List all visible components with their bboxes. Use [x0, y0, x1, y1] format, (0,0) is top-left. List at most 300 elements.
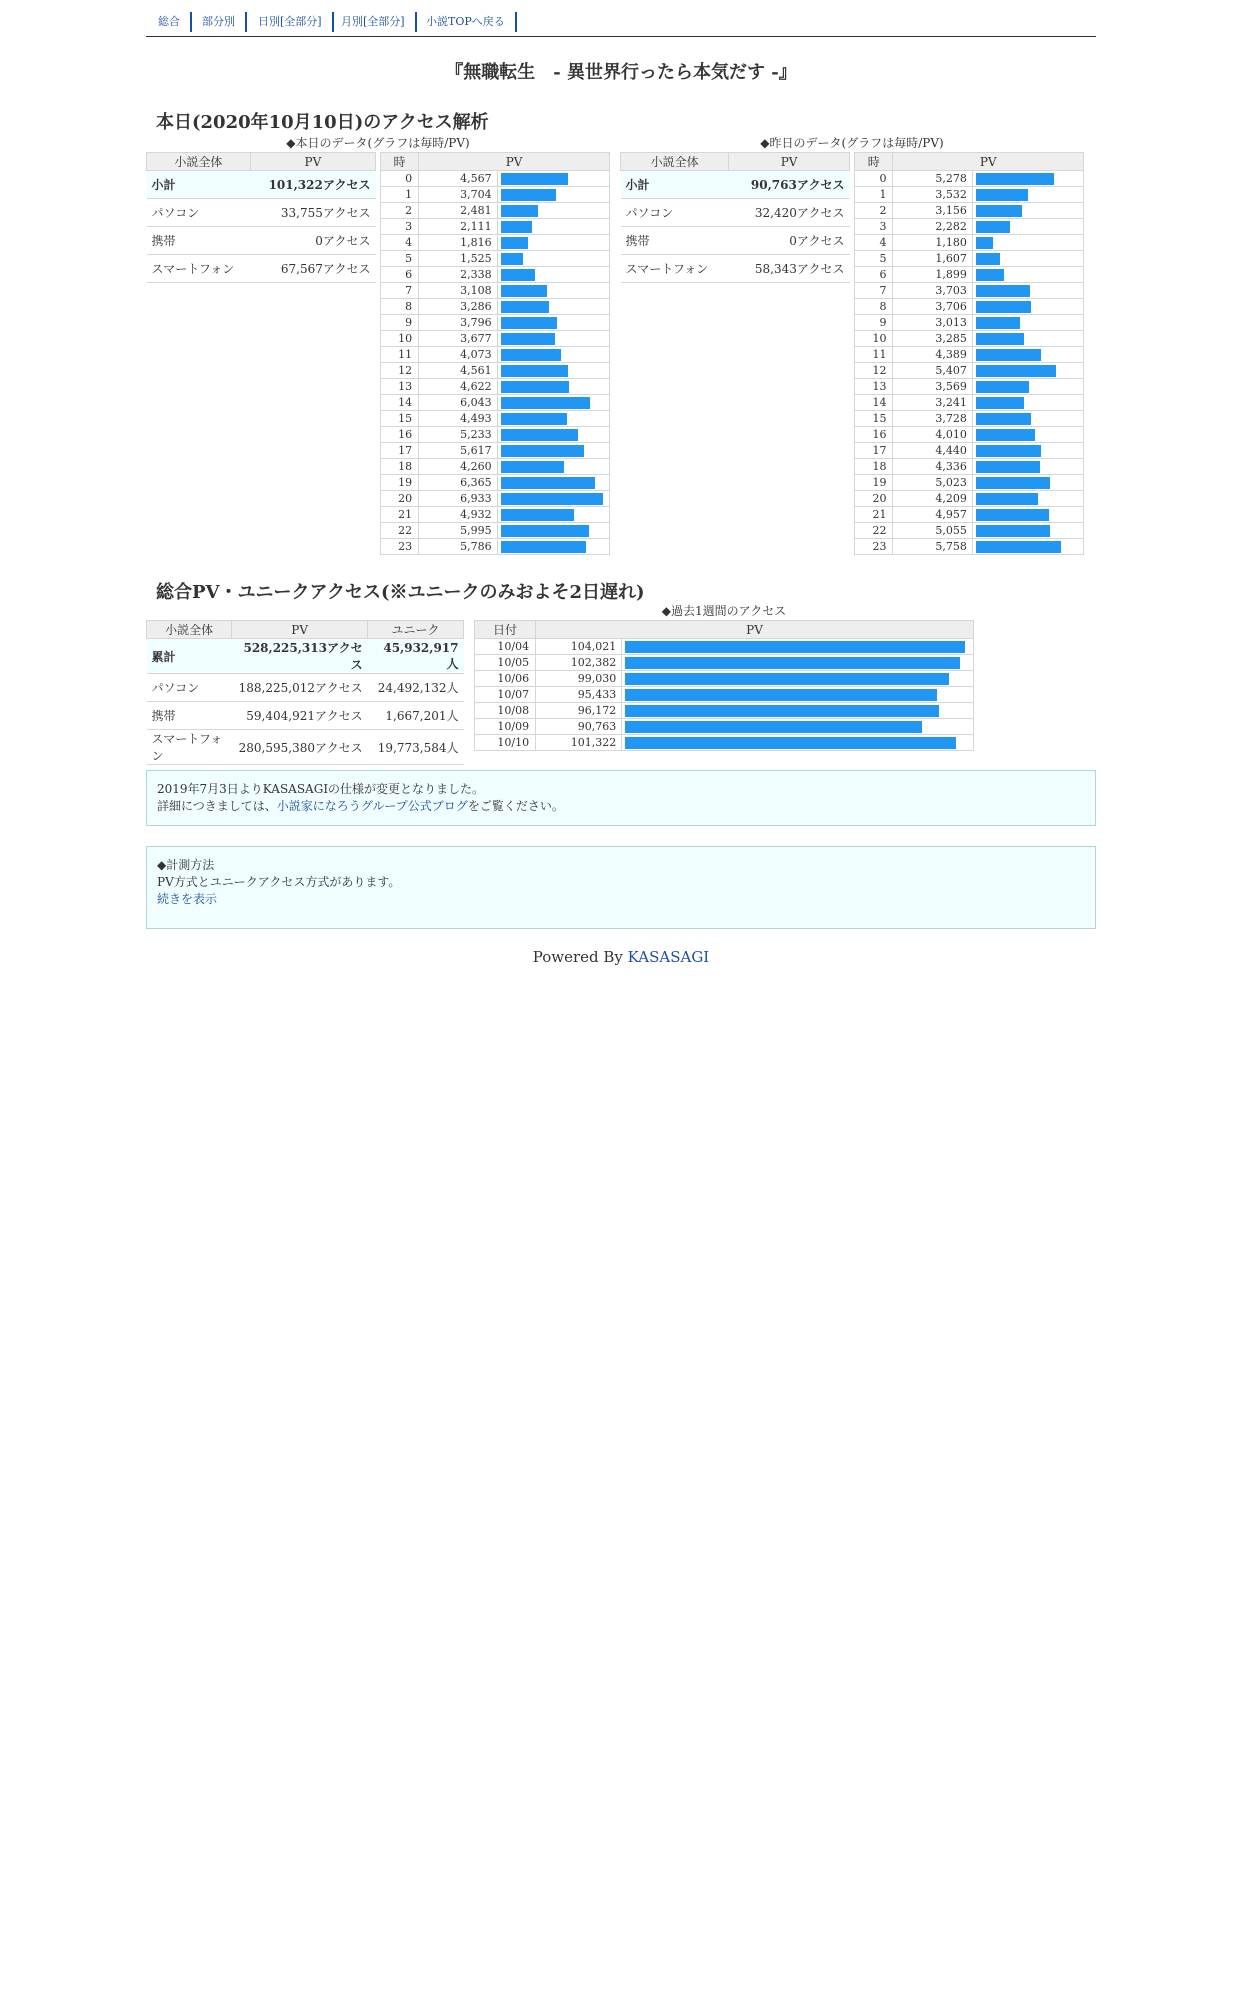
bar-cell [497, 219, 609, 235]
date-cell: 10/09 [475, 719, 536, 735]
bar-cell [497, 395, 609, 411]
pv-cell: 104,021 [536, 639, 622, 655]
hour-cell: 17 [855, 443, 893, 459]
total-pv: 528,225,313アクセス [232, 639, 368, 674]
summary-row [621, 171, 850, 199]
pv-cell: 6,365 [419, 475, 498, 491]
hour-row [381, 491, 610, 507]
hour-row [381, 395, 610, 411]
hour-cell: 20 [855, 491, 893, 507]
pv-cell: 3,703 [893, 283, 972, 299]
hour-row [855, 203, 1084, 219]
summary-value: 101,322アクセス [250, 171, 375, 199]
hour-row [381, 427, 610, 443]
hour-cell: 1 [381, 187, 419, 203]
bar-cell [972, 219, 1083, 235]
bar-cell [497, 539, 609, 555]
hour-row [381, 203, 610, 219]
pv-cell: 5,055 [893, 523, 972, 539]
total-pv: 280,595,380アクセス [232, 730, 368, 765]
notice-text: をご覧ください。 [467, 799, 564, 813]
bar-cell [972, 443, 1083, 459]
pv-bar [976, 445, 1041, 457]
hour-cell: 22 [855, 523, 893, 539]
pv-cell: 3,677 [419, 331, 498, 347]
hour-cell: 10 [381, 331, 419, 347]
hour-cell: 4 [381, 235, 419, 251]
hour-row [855, 283, 1084, 299]
bar-cell [497, 315, 609, 331]
pv-cell: 6,933 [419, 491, 498, 507]
total-pv: 59,404,921アクセス [232, 702, 368, 730]
hour-row [855, 187, 1084, 203]
summary-row [147, 199, 376, 227]
notice-text: 詳細につきましては、 [157, 799, 277, 813]
hour-cell: 7 [855, 283, 893, 299]
col-header: PV [232, 621, 368, 639]
pv-bar [501, 445, 584, 457]
pv-cell: 3,156 [893, 203, 972, 219]
hour-cell: 3 [855, 219, 893, 235]
hour-row [855, 411, 1084, 427]
pv-cell: 102,382 [536, 655, 622, 671]
date-cell: 10/07 [475, 687, 536, 703]
hour-row [381, 507, 610, 523]
bar-cell [497, 235, 609, 251]
pv-cell: 1,816 [419, 235, 498, 251]
hour-cell: 6 [381, 267, 419, 283]
hour-row [381, 475, 610, 491]
hour-row [381, 363, 610, 379]
bar-cell [622, 735, 974, 751]
pv-cell: 99,030 [536, 671, 622, 687]
pv-bar [501, 413, 567, 425]
bar-cell [972, 363, 1083, 379]
hour-row [855, 443, 1084, 459]
nav-overall[interactable]: 総合 [158, 12, 192, 32]
nav-daily[interactable]: 日別[全部分] [258, 12, 334, 32]
pv-cell: 5,995 [419, 523, 498, 539]
pv-cell: 4,493 [419, 411, 498, 427]
measurement-body: PV方式とユニークアクセス方式があります。 [157, 875, 401, 889]
bar-cell [497, 411, 609, 427]
pv-cell: 3,728 [893, 411, 972, 427]
pv-bar [976, 237, 993, 249]
pv-bar [976, 189, 1028, 201]
bar-cell [497, 507, 609, 523]
pv-bar [976, 413, 1031, 425]
pv-cell: 4,260 [419, 459, 498, 475]
summary-label: パソコン [147, 199, 251, 227]
bar-cell [972, 459, 1083, 475]
pv-cell: 5,023 [893, 475, 972, 491]
pv-bar [625, 721, 922, 733]
measurement-title: ◆計測方法 [157, 858, 215, 872]
yesterday-summary-table [620, 152, 850, 283]
pv-bar [976, 173, 1054, 185]
nav-by-part[interactable]: 部分別 [202, 12, 247, 32]
total-unique: 1,667,201人 [368, 702, 464, 730]
today-section-title: 本日(2020年10月10日)のアクセス解析 [156, 112, 489, 133]
hour-cell: 17 [381, 443, 419, 459]
total-unique: 19,773,584人 [368, 730, 464, 765]
pv-bar [625, 673, 949, 685]
summary-label: 携帯 [621, 227, 729, 255]
pv-bar [501, 429, 578, 441]
bar-cell [972, 267, 1083, 283]
hour-row [381, 443, 610, 459]
hour-row [381, 459, 610, 475]
spec-change-notice [146, 770, 1096, 826]
hour-row [381, 235, 610, 251]
official-blog-link[interactable]: 小説家になろうグループ公式ブログ [276, 799, 468, 813]
bar-cell [972, 187, 1083, 203]
total-row [147, 730, 464, 765]
summary-row [147, 255, 376, 283]
hour-cell: 13 [381, 379, 419, 395]
hour-cell: 19 [381, 475, 419, 491]
hour-row [855, 363, 1084, 379]
pv-cell: 2,481 [419, 203, 498, 219]
bar-cell [622, 703, 974, 719]
pv-cell: 1,180 [893, 235, 972, 251]
summary-label: スマートフォン [147, 255, 251, 283]
pv-bar [501, 301, 549, 313]
pv-cell: 1,525 [419, 251, 498, 267]
pv-bar [501, 285, 547, 297]
hour-cell: 4 [855, 235, 893, 251]
col-header: 小説全体 [147, 153, 251, 171]
hour-cell: 23 [381, 539, 419, 555]
total-table [146, 620, 464, 765]
notice-line [157, 798, 1085, 815]
pv-cell: 3,569 [893, 379, 972, 395]
bar-cell [497, 523, 609, 539]
pv-cell: 3,013 [893, 315, 972, 331]
hour-cell: 15 [855, 411, 893, 427]
pv-bar [976, 397, 1024, 409]
nav-novel-top[interactable]: 小説TOPへ戻る [426, 12, 517, 32]
pv-cell: 5,617 [419, 443, 498, 459]
pv-bar [976, 269, 1004, 281]
pv-bar [625, 689, 937, 701]
pv-cell: 3,285 [893, 331, 972, 347]
bar-cell [972, 523, 1083, 539]
hour-row [381, 171, 610, 187]
hour-row [381, 283, 610, 299]
pv-cell: 4,561 [419, 363, 498, 379]
bar-cell [497, 203, 609, 219]
pv-cell: 4,957 [893, 507, 972, 523]
bar-cell [497, 379, 609, 395]
total-section-title: 総合PV・ユニークアクセス(※ユニークのみおよそ2日遅れ) [156, 582, 645, 603]
total-row [147, 674, 464, 702]
bar-cell [972, 539, 1083, 555]
col-header: PV [536, 621, 974, 639]
bar-cell [497, 459, 609, 475]
col-header: 時 [381, 153, 419, 171]
hour-cell: 21 [855, 507, 893, 523]
hour-row [855, 507, 1084, 523]
nav-monthly[interactable]: 月別[全部分] [341, 12, 417, 32]
hour-row [381, 411, 610, 427]
hour-cell: 14 [855, 395, 893, 411]
bar-cell [497, 427, 609, 443]
hour-row [855, 171, 1084, 187]
pv-cell: 5,233 [419, 427, 498, 443]
bar-cell [972, 315, 1083, 331]
hour-cell: 16 [381, 427, 419, 443]
hour-cell: 13 [855, 379, 893, 395]
pv-bar [976, 461, 1040, 473]
bar-cell [972, 507, 1083, 523]
hour-cell: 11 [855, 347, 893, 363]
pv-bar [976, 493, 1038, 505]
pv-cell: 4,073 [419, 347, 498, 363]
hour-cell: 18 [381, 459, 419, 475]
hour-row [381, 187, 610, 203]
pv-cell: 4,389 [893, 347, 972, 363]
bar-cell [972, 203, 1083, 219]
pv-bar [976, 381, 1029, 393]
total-label: スマートフォン [147, 730, 232, 765]
summary-value: 0アクセス [729, 227, 850, 255]
hour-row [855, 379, 1084, 395]
pv-bar [501, 349, 561, 361]
hour-cell: 16 [855, 427, 893, 443]
week-row [475, 671, 974, 687]
hour-row [381, 539, 610, 555]
hour-row [855, 395, 1084, 411]
bar-cell [622, 639, 974, 655]
summary-label: スマートフォン [621, 255, 729, 283]
bar-cell [622, 655, 974, 671]
hour-cell: 2 [381, 203, 419, 219]
pv-bar [976, 349, 1041, 361]
week-table [474, 620, 974, 751]
hour-row [855, 491, 1084, 507]
col-header: ユニーク [368, 621, 464, 639]
bar-cell [497, 363, 609, 379]
pv-bar [976, 285, 1030, 297]
pv-cell: 2,282 [893, 219, 972, 235]
footer-prefix: Powered By [532, 948, 628, 966]
col-header: 小説全体 [147, 621, 232, 639]
today-summary-table [146, 152, 376, 283]
bar-cell [972, 299, 1083, 315]
pv-cell: 4,010 [893, 427, 972, 443]
footer [146, 948, 1096, 966]
bar-cell [622, 687, 974, 703]
pv-cell: 4,622 [419, 379, 498, 395]
pv-bar [501, 237, 528, 249]
pv-bar [976, 429, 1035, 441]
hour-row [381, 523, 610, 539]
pv-bar [501, 493, 603, 505]
col-header: PV [893, 153, 1084, 171]
pv-bar [625, 705, 939, 717]
hour-cell: 9 [855, 315, 893, 331]
pv-cell: 5,758 [893, 539, 972, 555]
week-row [475, 703, 974, 719]
pv-cell: 101,322 [536, 735, 622, 751]
bar-cell [622, 719, 974, 735]
hour-row [855, 219, 1084, 235]
pv-cell: 4,336 [893, 459, 972, 475]
pv-bar [976, 205, 1022, 217]
bar-cell [497, 347, 609, 363]
hour-cell: 3 [381, 219, 419, 235]
bar-cell [497, 251, 609, 267]
summary-row [621, 227, 850, 255]
hour-row [855, 315, 1084, 331]
hour-row [855, 459, 1084, 475]
bar-cell [972, 171, 1083, 187]
hour-cell: 5 [855, 251, 893, 267]
bar-cell [972, 491, 1083, 507]
summary-value: 58,343アクセス [729, 255, 850, 283]
total-unique: 45,932,917人 [368, 639, 464, 674]
hour-cell: 5 [381, 251, 419, 267]
hour-row [855, 299, 1084, 315]
bar-cell [497, 299, 609, 315]
bar-cell [972, 283, 1083, 299]
kasasagi-link[interactable]: KASASAGI [627, 948, 710, 966]
summary-label: 携帯 [147, 227, 251, 255]
hour-cell: 2 [855, 203, 893, 219]
date-cell: 10/05 [475, 655, 536, 671]
summary-row [147, 227, 376, 255]
bar-cell [497, 475, 609, 491]
hour-row [855, 539, 1084, 555]
pv-bar [501, 205, 538, 217]
pv-bar [501, 221, 532, 233]
bar-cell [497, 331, 609, 347]
col-header: PV [729, 153, 850, 171]
pv-cell: 6,043 [419, 395, 498, 411]
pv-cell: 3,796 [419, 315, 498, 331]
summary-label: パソコン [621, 199, 729, 227]
hour-row [855, 523, 1084, 539]
nav-bar [146, 8, 1096, 37]
hour-row [381, 219, 610, 235]
week-row [475, 639, 974, 655]
notice-line: 2019年7月3日よりKASASAGIの仕様が変更となりました。 [157, 782, 485, 796]
pv-bar [501, 477, 595, 489]
week-row [475, 655, 974, 671]
hour-cell: 12 [381, 363, 419, 379]
pv-cell: 2,111 [419, 219, 498, 235]
bar-cell [972, 347, 1083, 363]
hour-row [855, 267, 1084, 283]
hour-cell: 0 [381, 171, 419, 187]
summary-value: 32,420アクセス [729, 199, 850, 227]
hour-row [855, 347, 1084, 363]
total-row [147, 702, 464, 730]
pv-cell: 4,932 [419, 507, 498, 523]
pv-cell: 96,172 [536, 703, 622, 719]
pv-bar [501, 541, 586, 553]
hour-row [381, 251, 610, 267]
pv-cell: 3,108 [419, 283, 498, 299]
bar-cell [497, 187, 609, 203]
hour-row [855, 475, 1084, 491]
pv-bar [501, 365, 568, 377]
hour-cell: 10 [855, 331, 893, 347]
pv-cell: 5,786 [419, 539, 498, 555]
today-hourly-table [380, 152, 610, 555]
pv-bar [976, 365, 1056, 377]
pv-bar [501, 461, 564, 473]
pv-bar [625, 657, 960, 669]
bar-cell [972, 379, 1083, 395]
week-row [475, 735, 974, 751]
hour-cell: 21 [381, 507, 419, 523]
pv-bar [976, 333, 1024, 345]
bar-cell [497, 491, 609, 507]
pv-bar [976, 301, 1031, 313]
hour-cell: 8 [381, 299, 419, 315]
hour-row [855, 251, 1084, 267]
total-label: パソコン [147, 674, 232, 702]
measurement-notice [146, 846, 1096, 929]
hour-row [381, 331, 610, 347]
hour-cell: 15 [381, 411, 419, 427]
pv-bar [501, 333, 555, 345]
yesterday-hourly-table [854, 152, 1084, 555]
pv-bar [976, 317, 1020, 329]
hour-row [855, 427, 1084, 443]
pv-cell: 3,706 [893, 299, 972, 315]
hour-row [381, 267, 610, 283]
pv-bar [501, 509, 574, 521]
summary-value: 33,755アクセス [250, 199, 375, 227]
hour-cell: 8 [855, 299, 893, 315]
col-header: 日付 [475, 621, 536, 639]
bar-cell [497, 267, 609, 283]
total-unique: 24,492,132人 [368, 674, 464, 702]
hour-cell: 11 [381, 347, 419, 363]
pv-bar [501, 173, 568, 185]
pv-bar [976, 541, 1061, 553]
hour-cell: 19 [855, 475, 893, 491]
col-header: PV [250, 153, 375, 171]
pv-bar [501, 397, 590, 409]
hour-cell: 0 [855, 171, 893, 187]
pv-bar [976, 525, 1050, 537]
date-cell: 10/10 [475, 735, 536, 751]
hour-row [381, 379, 610, 395]
summary-row [147, 171, 376, 199]
pv-bar [501, 253, 523, 265]
hour-row [381, 299, 610, 315]
week-caption: ◆過去1週間のアクセス [661, 604, 787, 618]
pv-bar [501, 317, 557, 329]
total-row [147, 639, 464, 674]
show-more-link[interactable]: 続きを表示 [157, 892, 218, 906]
pv-cell: 1,607 [893, 251, 972, 267]
total-label: 携帯 [147, 702, 232, 730]
bar-cell [972, 331, 1083, 347]
pv-bar [501, 269, 535, 281]
pv-cell: 3,532 [893, 187, 972, 203]
pv-cell: 2,338 [419, 267, 498, 283]
novel-title: 『無職転生 - 異世界行ったら本気だす -』 [445, 62, 797, 83]
date-cell: 10/08 [475, 703, 536, 719]
pv-cell: 5,407 [893, 363, 972, 379]
pv-bar [625, 737, 956, 749]
hour-cell: 12 [855, 363, 893, 379]
